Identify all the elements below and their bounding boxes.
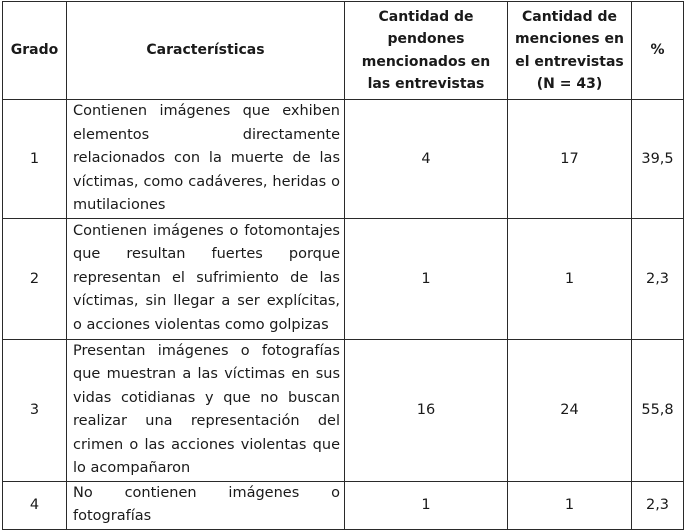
table-wrapper (2, 1, 684, 530)
cell-grado: 1 (3, 100, 67, 219)
cell-porcentaje: 2,3 (632, 481, 684, 529)
cell-porcentaje: 39,5 (632, 100, 684, 219)
header-porcentaje: % (632, 2, 684, 100)
pendones-table (2, 1, 684, 530)
cell-caracteristicas: Presentan imágenes o fotografías que muestran a las víctimas en sus vidas cotidianas y que no buscan realizar una representación del crimen o las acciones violentas que lo acompañaron (67, 339, 345, 481)
cell-pendones: 1 (345, 481, 508, 529)
cell-caracteristicas: No contienen imágenes o fotografías (67, 481, 345, 529)
header-caracteristicas: Características (67, 2, 345, 100)
cell-menciones: 1 (508, 481, 632, 529)
table-row (3, 100, 684, 219)
cell-pendones: 1 (345, 218, 508, 339)
cell-menciones: 1 (508, 218, 632, 339)
cell-porcentaje: 55,8 (632, 339, 684, 481)
cell-caracteristicas: Contienen imágenes que exhiben elementos directamente relacionados con la muerte de las víctimas, como cadáveres, heridas o mutilaciones (67, 100, 345, 219)
header-pendones: Cantidad de pendones mencionados en las entrevistas (345, 2, 508, 100)
cell-porcentaje: 2,3 (632, 218, 684, 339)
header-menciones: Cantidad de menciones en el entrevistas (N = 43) (508, 2, 632, 100)
cell-grado: 4 (3, 481, 67, 529)
table-row (3, 481, 684, 529)
table-row (3, 218, 684, 339)
cell-grado: 2 (3, 218, 67, 339)
cell-grado: 3 (3, 339, 67, 481)
table-row (3, 339, 684, 481)
cell-caracteristicas: Contienen imágenes o fotomontajes que resultan fuertes porque representan el sufrimiento de las víctimas, sin llegar a ser explícitas, o acciones violentas como golpizas (67, 218, 345, 339)
header-row (3, 2, 684, 100)
cell-menciones: 17 (508, 100, 632, 219)
cell-pendones: 16 (345, 339, 508, 481)
cell-pendones: 4 (345, 100, 508, 219)
cell-menciones: 24 (508, 339, 632, 481)
header-grado: Grado (3, 2, 67, 100)
